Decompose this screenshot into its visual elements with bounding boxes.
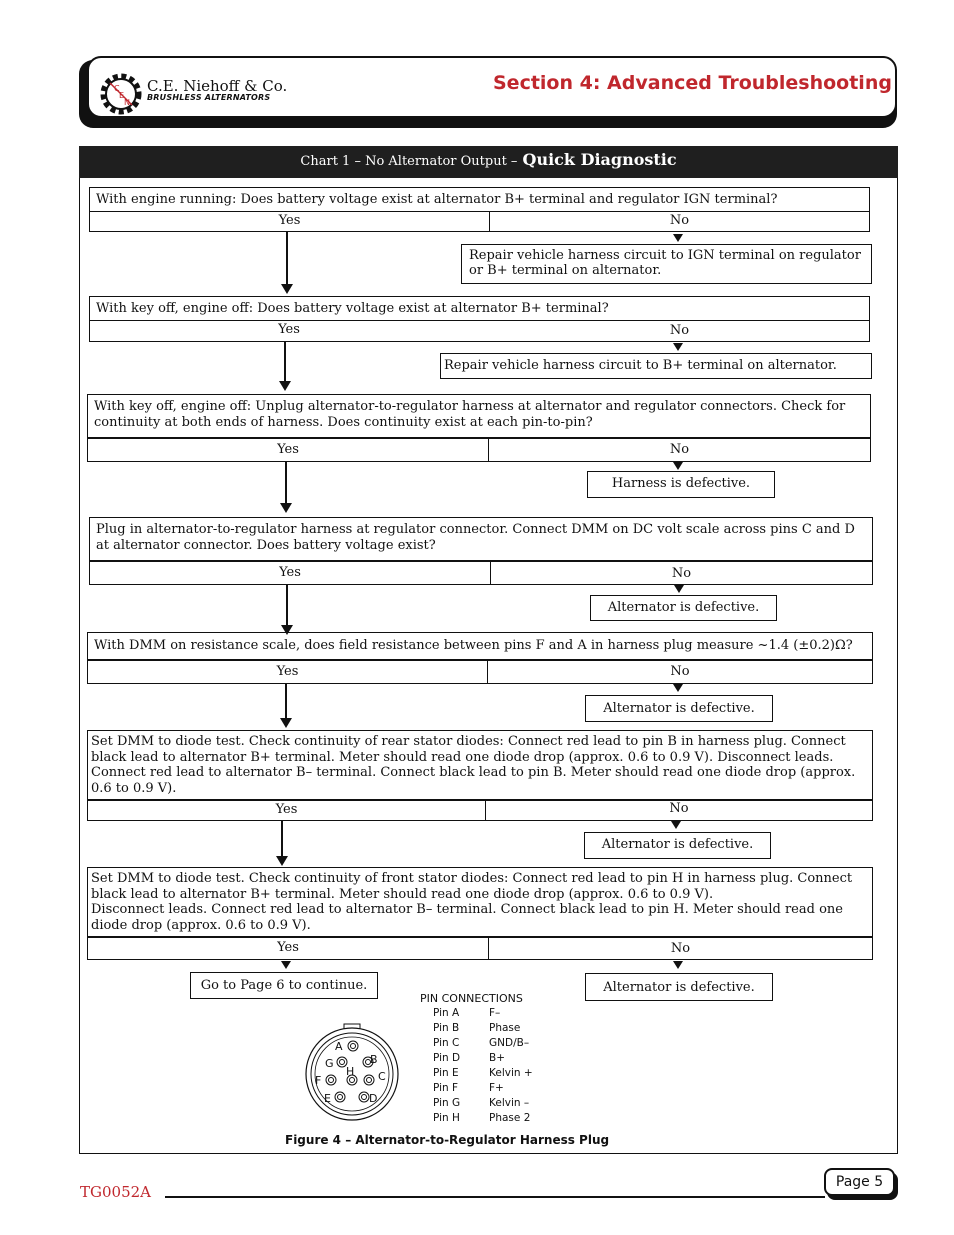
pin-label: Pin G [433,1097,461,1109]
plug-label-b: B [370,1053,378,1066]
step-2-yes: Yes [278,322,300,337]
step-5-yes: Yes [87,660,488,684]
pin-label: Pin A [433,1007,460,1019]
step-4-no-arrowhead [674,585,684,593]
step-5-no-arrowhead [673,684,683,692]
pin-row [433,1082,533,1097]
plug-label-e: E [324,1092,331,1105]
pin-function: Kelvin – [489,1097,530,1109]
chart-title-prefix: Chart 1 – No Alternator Output – [300,154,518,169]
step-2-no-arrowhead [673,343,683,351]
pin-label: Pin B [433,1022,460,1034]
pin-function: F+ [489,1082,504,1094]
chart-title-strong: Quick Diagnostic [522,150,677,169]
logo-letter-e: E [119,91,125,100]
pin-row [433,1022,533,1037]
step-7-no-arrowhead [673,961,683,969]
step-7-question-line2: Disconnect leads. Connect red lead to alternator B– terminal. Connect black lead to pin H. Meter should read one diode drop (approx. 0.6 to 0.9 V). [91,902,843,933]
pin-function: Phase 2 [489,1112,531,1124]
step-2-yes-arrow [284,342,286,382]
step-4-no: No [490,561,873,585]
step-3-yes-arrowhead [280,503,292,513]
pin-label: Pin H [433,1112,460,1124]
company-tagline: BRUSHLESS ALTERNATORS [147,93,271,102]
pin-row [433,1007,533,1022]
step-7-question [87,867,873,937]
step-1-no: No [489,211,870,232]
pin-function: B+ [489,1052,506,1064]
step-2-no-result: Repair vehicle harness circuit to B+ terminal on alternator. [440,353,872,379]
step-5-yes-arrowhead [280,718,292,728]
step-1-no-arrowhead [673,234,683,242]
pin-function: Kelvin + [489,1067,533,1079]
logo-letter-n: N [124,98,130,107]
pin-label: Pin D [433,1052,461,1064]
step-4-question: Plug in alternator-to-regulator harness at regulator connector. Connect DMM on DC volt scale across pins C and D at alternator connector. Does battery voltage exist? [89,517,873,561]
plug-label-a: A [335,1040,343,1053]
step-3-question: With key off, engine off: Unplug alternator-to-regulator harness at alternator and regulator connectors. Check for continuity at both ends of harness. Does continuity exist at each pin-to-pin? [87,394,871,438]
step-5-no-result: Alternator is defective. [585,695,773,722]
step-2-no: No [669,323,690,338]
step-7-yes-arrowhead [281,961,291,969]
pin-function: Phase [489,1022,521,1034]
step-6-yes: Yes [87,800,486,821]
step-6-no-result: Alternator is defective. [584,832,771,859]
step-7-yes: Yes [87,937,489,960]
pin-label: Pin F [433,1082,459,1094]
step-7-question-line1: Set DMM to diode test. Check continuity of front stator diodes: Connect red lead to pin H in harness plug. Connect black lead to alternator B+ terminal. Meter should read one diode drop (approx. 0.6 to 0.9 V). [91,871,853,902]
chart-title-bar [79,146,898,178]
plug-label-d: D [369,1092,378,1105]
step-7-no-result: Alternator is defective. [585,973,773,1001]
step-6-yes-arrow [281,821,283,857]
step-2-yes-arrowhead [279,381,291,391]
step-6-no-arrowhead [671,821,681,829]
step-6-yes-arrowhead [276,856,288,866]
harness-plug-diagram [300,1022,404,1122]
plug-label-c: C [378,1070,386,1083]
step-5-yes-arrow [285,684,287,720]
document-id: TG0052A [80,1183,151,1201]
step-3-yes-arrow [285,462,287,504]
company-logo [97,70,145,118]
company-name: C.E. Niehoff & Co. [147,77,288,95]
step-3-no-arrowhead [673,462,683,470]
pin-row [433,1067,533,1082]
step-4-no-result: Alternator is defective. [590,595,777,621]
step-7-no: No [488,937,873,960]
step-1-yes-arrowhead [281,284,293,294]
section-title: Section 4: Advanced Troubleshooting [493,72,892,94]
step-3-no: No [488,438,871,462]
step-1-question: With engine running: Does battery voltage exist at alternator B+ terminal and regulator IGN terminal? [89,187,870,212]
pin-row [433,1052,533,1067]
step-1-yes: Yes [89,211,490,232]
logo-letter-c: C [114,84,120,93]
step-6-no: No [485,800,873,821]
plug-label-f: F [315,1074,322,1087]
plug-label-g: G [325,1057,334,1070]
page-number: Page 5 [824,1168,895,1196]
step-3-yes: Yes [87,438,489,462]
pin-row [433,1112,533,1127]
step-2-question: With key off, engine off: Does battery voltage exist at alternator B+ terminal? [89,296,870,321]
pin-row [433,1097,533,1112]
figure-caption: Figure 4 – Alternator-to-Regulator Harness Plug [285,1133,610,1147]
step-6-question: Set DMM to diode test. Check continuity of rear stator diodes: Connect red lead to pin B in harness plug. Connect black lead to alternator B+ terminal. Meter should read one diode drop (approx. 0.6 to 0.9 V). Disconnect leads. Connect red lead to alternator B– terminal. Connect black lead to pin B. Meter should read one diode drop (approx. 0.6 to 0.9 V). [87,730,873,800]
step-5-no: No [487,660,873,684]
pin-function: GND/B– [489,1037,530,1049]
pin-connections-table [433,1007,533,1127]
step-7-yes-result: Go to Page 6 to continue. [190,972,378,999]
step-3-no-result: Harness is defective. [587,471,775,498]
footer-rule [165,1196,825,1198]
step-1-no-result: Repair vehicle harness circuit to IGN terminal on regulator or B+ terminal on alternator. [461,244,872,284]
step-1-yes-arrow [286,232,288,284]
plug-label-h: H [346,1065,355,1078]
pin-label: Pin E [433,1067,459,1079]
step-5-question: With DMM on resistance scale, does field resistance between pins F and A in harness plug measure ~1.4 (±0.2)Ω? [87,632,873,660]
pin-label: Pin C [433,1037,460,1049]
pin-function: F– [489,1007,501,1019]
pin-connections-title: PIN CONNECTIONS [420,992,523,1005]
step-4-yes: Yes [89,561,491,585]
step-4-yes-arrow [286,585,288,627]
pin-row [433,1037,533,1052]
